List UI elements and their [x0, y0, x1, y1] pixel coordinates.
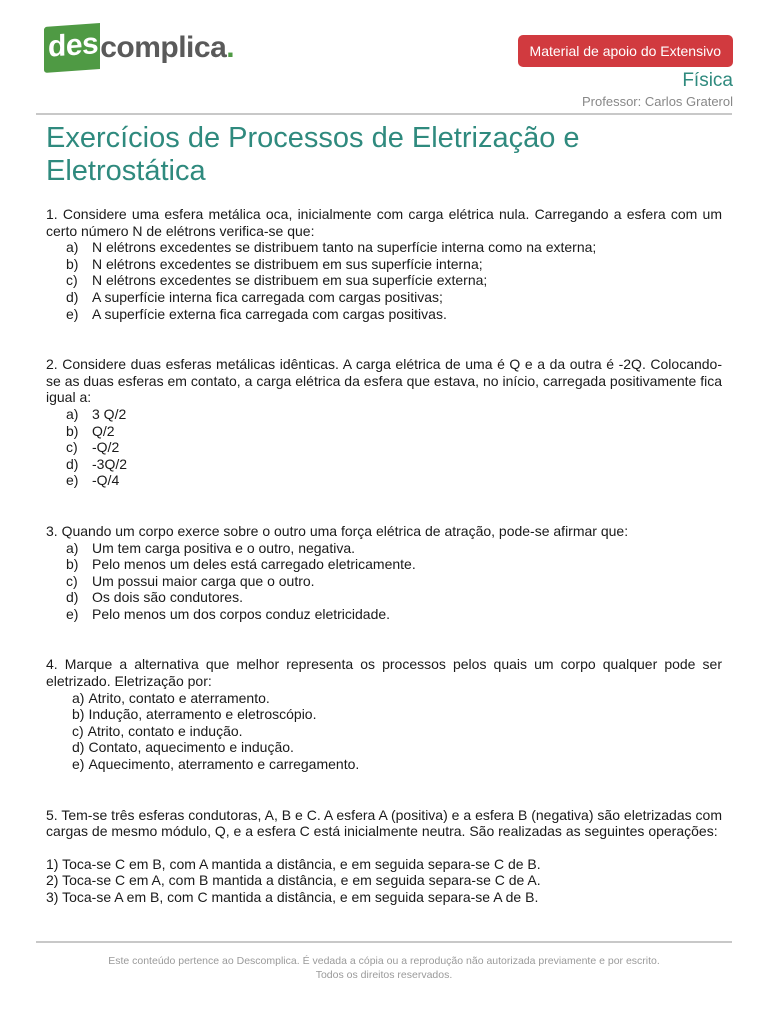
option-letter: e) — [66, 472, 79, 489]
option-text: A superfície externa fica carregada com cargas positivas. — [92, 305, 447, 322]
option-item — [46, 439, 722, 456]
option-text: Um possui maior carga que o outro. — [92, 572, 315, 589]
option-item — [46, 606, 722, 623]
option-list — [46, 239, 722, 322]
option-text: Contato, aquecimento e indução. — [88, 739, 294, 756]
logo-dot: . — [226, 31, 235, 64]
option-text: A superfície interna fica carregada com cargas positivas; — [92, 288, 443, 305]
option-letter: b) — [66, 255, 79, 272]
option-letter: b) — [72, 706, 85, 723]
option-text: Pelo menos um deles está carregado eletricamente. — [92, 556, 416, 573]
option-item — [46, 739, 722, 756]
option-letter: a) — [66, 239, 79, 256]
logo-text: complica — [100, 31, 227, 64]
question-stem: 1. Considere uma esfera metálica oca, inicialmente com carga elétrica nula. Carregando a esfera com um certo número N de elétrons verifica-se que: — [46, 206, 722, 239]
option-item — [46, 456, 722, 473]
option-letter: b) — [66, 422, 79, 439]
option-letter: c) — [66, 572, 78, 589]
option-letter: a) — [66, 405, 79, 422]
option-letter: a) — [72, 689, 85, 706]
option-letter: e) — [72, 756, 85, 773]
option-list — [46, 406, 722, 489]
option-letter: b) — [66, 556, 79, 573]
question-4 — [46, 656, 722, 772]
question-3 — [46, 523, 722, 623]
question-stem: 3. Quando um corpo exerce sobre o outro uma força elétrica de atração, pode-se afirmar que: — [46, 522, 629, 539]
option-item — [46, 573, 722, 590]
exercise-list — [46, 206, 722, 906]
footer-line: Todos os direitos reservados. — [315, 969, 453, 981]
option-letter: d) — [72, 739, 85, 756]
option-item — [46, 540, 722, 557]
question-2 — [46, 356, 722, 489]
footer-divider — [36, 941, 732, 943]
operation-item: 1) Toca-se C em B, com A mantida a distância, e em seguida separa-se C de B. — [46, 855, 541, 872]
header-divider — [36, 113, 732, 115]
question-stem: 4. Marque a alternativa que melhor representa os processos pelos quais um corpo qualquer pode ser eletrizado. Eletrização por: — [46, 656, 722, 690]
footer-line: Este conteúdo pertence ao Descomplica. É vedada a cópia ou a reprodução não autorizada previamente e por escrito. — [108, 955, 660, 967]
option-text: 3 Q/2 — [92, 405, 127, 422]
operation-item: 2) Toca-se C em A, com B mantida a distância, e em seguida separa-se C de A. — [46, 872, 541, 889]
descomplica-logo — [44, 24, 235, 72]
option-item — [46, 272, 722, 289]
option-item — [46, 706, 722, 723]
option-text: Aquecimento, aterramento e carregamento. — [88, 756, 360, 773]
option-item — [46, 306, 722, 323]
option-item — [46, 723, 722, 740]
option-item — [46, 690, 722, 707]
option-item — [46, 289, 722, 306]
option-text: Atrito, contato e aterramento. — [88, 689, 270, 706]
option-text: N elétrons excedentes se distribuem em sus superfície interna; — [92, 255, 483, 272]
option-item — [46, 756, 722, 773]
option-item — [46, 256, 722, 273]
option-text: Atrito, contato e indução. — [87, 722, 243, 739]
option-text: -Q/4 — [92, 472, 120, 489]
option-letter: e) — [66, 305, 79, 322]
option-list — [46, 540, 722, 623]
option-text: N elétrons excedentes se distribuem em sua superfície externa; — [92, 272, 488, 289]
option-letter: d) — [66, 589, 79, 606]
option-letter: d) — [66, 288, 79, 305]
teacher-label: Professor: Carlos Graterol — [582, 94, 733, 109]
option-text: Pelo menos um dos corpos conduz eletricidade. — [92, 605, 391, 622]
option-text: Q/2 — [92, 422, 115, 439]
option-list — [46, 690, 722, 773]
operation-list — [46, 856, 722, 906]
option-letter: a) — [66, 539, 79, 556]
operation-item: 3) Toca-se A em B, com C mantida a distância, e em seguida separa-se A de B. — [46, 889, 539, 905]
option-text: -Q/2 — [92, 439, 120, 456]
option-letter: c) — [66, 439, 78, 456]
logo-badge: des — [44, 23, 100, 73]
question-1 — [46, 206, 722, 322]
option-item — [46, 472, 722, 489]
option-letter: c) — [72, 722, 84, 739]
option-text: -3Q/2 — [92, 455, 128, 472]
option-text: N elétrons excedentes se distribuem tanto na superfície interna como na externa; — [92, 239, 597, 256]
option-text: Indução, aterramento e eletroscópio. — [88, 706, 317, 723]
option-text: Um tem carga positiva e o outro, negativa. — [92, 539, 356, 556]
option-text: Os dois são condutores. — [92, 589, 243, 606]
option-item — [46, 556, 722, 573]
option-letter: c) — [66, 272, 78, 289]
question-stem: 5. Tem-se três esferas condutoras, A, B e C. A esfera A (positiva) e a esfera B (negativa) são eletrizadas com cargas de mesmo módulo, Q, e a esfera C está inicialmente neutra. São realizadas as seguintes operações: — [46, 806, 722, 840]
material-tag: Material de apoio do Extensivo — [518, 35, 733, 67]
option-item — [46, 423, 722, 440]
copyright-footer — [60, 954, 708, 982]
question-stem: 2. Considere duas esferas metálicas idênticas. A carga elétrica de uma é Q e a da outra é -2Q. Colocando-se as duas esferas em contato, a carga elétrica da esfera que estava, no início, carregada positivamente fica igual a: — [46, 356, 722, 406]
question-5 — [46, 807, 722, 906]
option-item — [46, 589, 722, 606]
option-letter: e) — [66, 605, 79, 622]
option-letter: d) — [66, 455, 79, 472]
page-title: Exercícios de Processos de Eletrização e Eletrostática — [46, 122, 580, 187]
subject-label: Física — [682, 70, 733, 91]
option-item — [46, 406, 722, 423]
option-item — [46, 239, 722, 256]
